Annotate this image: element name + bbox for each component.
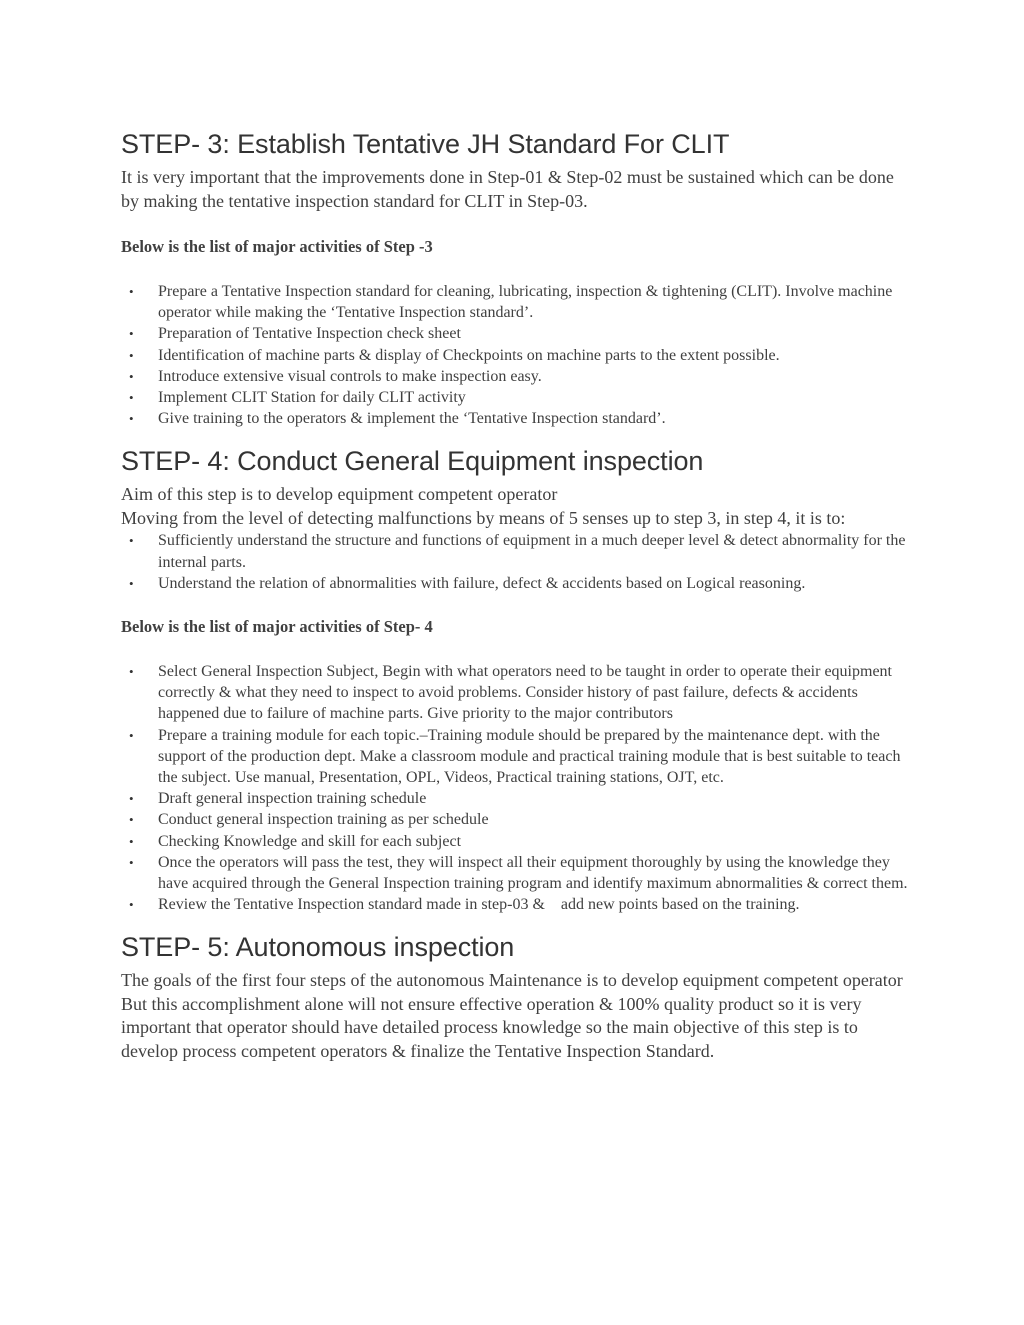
list-item: • Understand the relation of abnormalities with failure, defect & accidents based on Logical reasoning. <box>121 573 911 594</box>
bullet-icon: • <box>129 368 134 384</box>
document-page <box>121 128 911 1063</box>
step4-subheading: Below is the list of major activities of Step- 4 <box>121 617 433 637</box>
list-item: • Checking Knowledge and skill for each subject <box>121 831 911 852</box>
list-item: • Implement CLIT Station for daily CLIT activity <box>121 387 911 408</box>
step3-activity-list <box>121 281 911 429</box>
bullet-icon: • <box>129 854 134 870</box>
bullet-icon: • <box>129 812 134 828</box>
list-item: • Prepare a training module for each topic.–Training module should be prepared by the maintenance dept. with the support of the production dept. Make a classroom module and practical training module that is best suitable to teach the subject. Use manual, Presentation, OPL, Videos, Practical training stations, OJT, etc. <box>129 726 901 787</box>
step3-intro: It is very important that the improvements done in Step-01 & Step-02 must be sustained which can be done by making the tentative inspection standard for CLIT in Step-03. <box>121 167 894 211</box>
step4-activity-list <box>121 661 911 915</box>
list-item: • Give training to the operators & implement the ‘Tentative Inspection standard’. <box>121 408 911 429</box>
step4-goal-list <box>121 530 911 594</box>
list-item: • Once the operators will pass the test, they will inspect all their equipment thoroughly by using the knowledge they have acquired through the General Inspection training program and identify maximum abnormalities & correct them. <box>129 853 908 893</box>
bullet-icon: • <box>129 284 134 299</box>
bullet-icon: • <box>129 664 134 680</box>
bullet-icon: • <box>129 833 134 849</box>
step4-moving: Moving from the level of detecting malfunctions by means of 5 senses up to step 3, in step 4, it is to: <box>121 507 846 528</box>
bullet-icon: • <box>129 727 134 743</box>
bullet-icon: • <box>129 347 134 363</box>
bullet-icon: • <box>129 533 134 549</box>
bullet-icon: • <box>129 897 134 913</box>
bullet-icon: • <box>129 411 134 427</box>
step3-heading: STEP- 3: Establish Tentative JH Standard For CLIT <box>121 129 730 159</box>
bullet-icon: • <box>129 575 134 591</box>
list-item: • Sufficiently understand the structure and functions of equipment in a much deeper level & detect abnormality for the internal parts. <box>129 532 906 571</box>
list-item: • Prepare a Tentative Inspection standard for cleaning, lubricating, inspection & tightening (CLIT). Involve machine operator while making the ‘Tentative Inspection standard’. <box>129 283 893 322</box>
bullet-icon: • <box>129 326 134 342</box>
list-item: • Draft general inspection training schedule <box>121 788 911 809</box>
list-item: • Identification of machine parts & display of Checkpoints on machine parts to the extent possible. <box>121 345 911 366</box>
bullet-icon: • <box>129 791 134 807</box>
step4-aim: Aim of this step is to develop equipment competent operator <box>121 484 558 505</box>
step4-heading: STEP- 4: Conduct General Equipment inspection <box>121 446 704 477</box>
bullet-icon: • <box>129 390 134 406</box>
step3-subheading: Below is the list of major activities of Step -3 <box>121 237 433 256</box>
list-item: • Introduce extensive visual controls to make inspection easy. <box>121 366 911 387</box>
list-item: • Preparation of Tentative Inspection check sheet <box>121 323 911 344</box>
step5-heading: STEP- 5: Autonomous inspection <box>121 932 515 963</box>
list-item: • Select General Inspection Subject, Begin with what operators need to be taught in order to operate their equipment correctly & what they need to inspect to avoid problems. Consider history of past failure, defects & accidents happened due to failure of machine parts. Give priority to the major contributors <box>129 663 892 723</box>
list-item: • Conduct general inspection training as per schedule <box>121 809 911 830</box>
step5-body: The goals of the first four steps of the autonomous Maintenance is to develop equipment competent operator But this accomplishment alone will not ensure effective operation & 100% quality product so it is very important that operator should have detailed process knowledge so the main objective of this step is to develop process competent operators & finalize the Tentative Inspection Standard. <box>121 970 903 1061</box>
list-item: • Review the Tentative Inspection standard made in step-03 & add new points based on the training. <box>121 894 911 915</box>
